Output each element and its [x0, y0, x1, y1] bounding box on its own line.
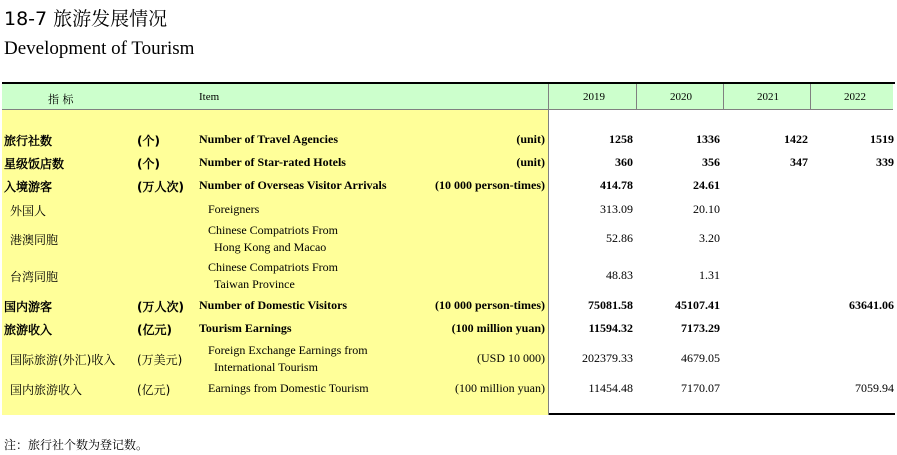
footnote: 注：旅行社个数为登记数。: [4, 438, 149, 452]
value-2020: 45107.41: [675, 298, 720, 312]
column-divider: [636, 84, 637, 110]
row-unit-cn: (个): [137, 157, 160, 171]
value-2022: 1519: [870, 132, 894, 146]
row-unit-en: (unit): [516, 132, 545, 146]
value-2020: 7173.29: [681, 321, 720, 335]
header-year-2022: 2022: [844, 91, 866, 103]
row-label-en-line1: Chinese Compatriots From: [208, 223, 338, 237]
header-item: Item: [199, 91, 220, 103]
row-label-en: Number of Overseas Visitor Arrivals: [199, 178, 387, 192]
value-2020: 1336: [696, 132, 720, 146]
value-2022: 7059.94: [855, 381, 894, 395]
value-2020: 356: [702, 155, 720, 169]
row-unit-cn: (亿元): [137, 383, 171, 397]
row-label-cn: 国际旅游(外汇)收入: [10, 353, 116, 367]
table-title-cn: 18-7 旅游发展情况: [4, 8, 168, 30]
row-unit-cn: (万美元): [137, 353, 183, 367]
value-2019: 75081.58: [588, 298, 633, 312]
header-year-2019: 2019: [583, 91, 605, 103]
header-year-2020: 2020: [670, 91, 692, 103]
value-2019: 11594.32: [588, 321, 633, 335]
row-label-cn: 星级饭店数: [4, 157, 65, 171]
row-unit-en: (100 million yuan): [451, 321, 545, 335]
row-unit-en: (10 000 person-times): [435, 298, 545, 312]
row-unit-cn: (万人次): [137, 180, 184, 194]
value-2019: 11454.48: [588, 381, 633, 395]
row-label-en-line2: International Tourism: [214, 360, 318, 374]
value-2020: 3.20: [699, 231, 720, 245]
data-table: [2, 82, 895, 415]
row-label-en: [208, 342, 368, 376]
row-unit-en: (USD 10 000): [477, 351, 545, 365]
value-2019: 313.09: [600, 202, 633, 216]
row-label-en-line1: Chinese Compatriots From: [208, 260, 338, 274]
column-divider: [810, 84, 811, 110]
row-label-en-line2: Taiwan Province: [214, 277, 295, 291]
row-label-cn: 旅行社数: [4, 134, 53, 148]
value-2020: 24.61: [693, 178, 720, 192]
row-unit-en: (10 000 person-times): [435, 178, 545, 192]
value-2021: 1422: [784, 132, 808, 146]
value-2020: 7170.07: [681, 381, 720, 395]
value-2019: 360: [615, 155, 633, 169]
value-2021: 347: [790, 155, 808, 169]
value-2022: 63641.06: [849, 298, 894, 312]
value-2020: 1.31: [699, 268, 720, 282]
row-label-cn: 国内旅游收入: [10, 383, 83, 397]
row-unit-en: (unit): [516, 155, 545, 169]
row-label-en: Tourism Earnings: [199, 321, 292, 335]
row-label-en: Foreigners: [208, 202, 260, 216]
value-2020: 4679.05: [681, 351, 720, 365]
value-2019: 414.78: [600, 178, 633, 192]
column-divider: [548, 84, 549, 415]
row-label-en-line2: Hong Kong and Macao: [214, 240, 327, 254]
row-label-en: [208, 222, 338, 256]
row-label-cn: 港澳同胞: [10, 233, 59, 247]
value-2019: 1258: [609, 132, 633, 146]
row-unit-en: (100 million yuan): [455, 381, 545, 395]
row-unit-cn: (万人次): [137, 300, 184, 314]
row-unit-cn: (个): [137, 134, 160, 148]
row-label-en: Number of Travel Agencies: [199, 132, 338, 146]
row-label-cn: 入境游客: [4, 180, 53, 194]
value-2022: 339: [876, 155, 894, 169]
header-indicator: 指 标: [48, 93, 74, 106]
row-label-en: [208, 259, 338, 293]
table-title-en: Development of Tourism: [4, 38, 195, 59]
value-2019: 202379.33: [582, 351, 633, 365]
row-label-en-line1: Foreign Exchange Earnings from: [208, 343, 368, 357]
value-2019: 48.83: [606, 268, 633, 282]
header-year-2021: 2021: [757, 91, 779, 103]
row-unit-cn: (亿元): [137, 323, 172, 337]
row-label-cn: 外国人: [10, 204, 47, 218]
value-2020: 20.10: [693, 202, 720, 216]
row-label-cn: 台湾同胞: [10, 270, 59, 284]
row-label-cn: 国内游客: [4, 300, 53, 314]
row-label-en: Number of Domestic Visitors: [199, 298, 348, 312]
column-divider: [723, 84, 724, 110]
value-2019: 52.86: [606, 231, 633, 245]
row-label-en: Earnings from Domestic Tourism: [208, 381, 369, 395]
row-label-en: Number of Star-rated Hotels: [199, 155, 346, 169]
row-label-cn: 旅游收入: [4, 323, 53, 337]
